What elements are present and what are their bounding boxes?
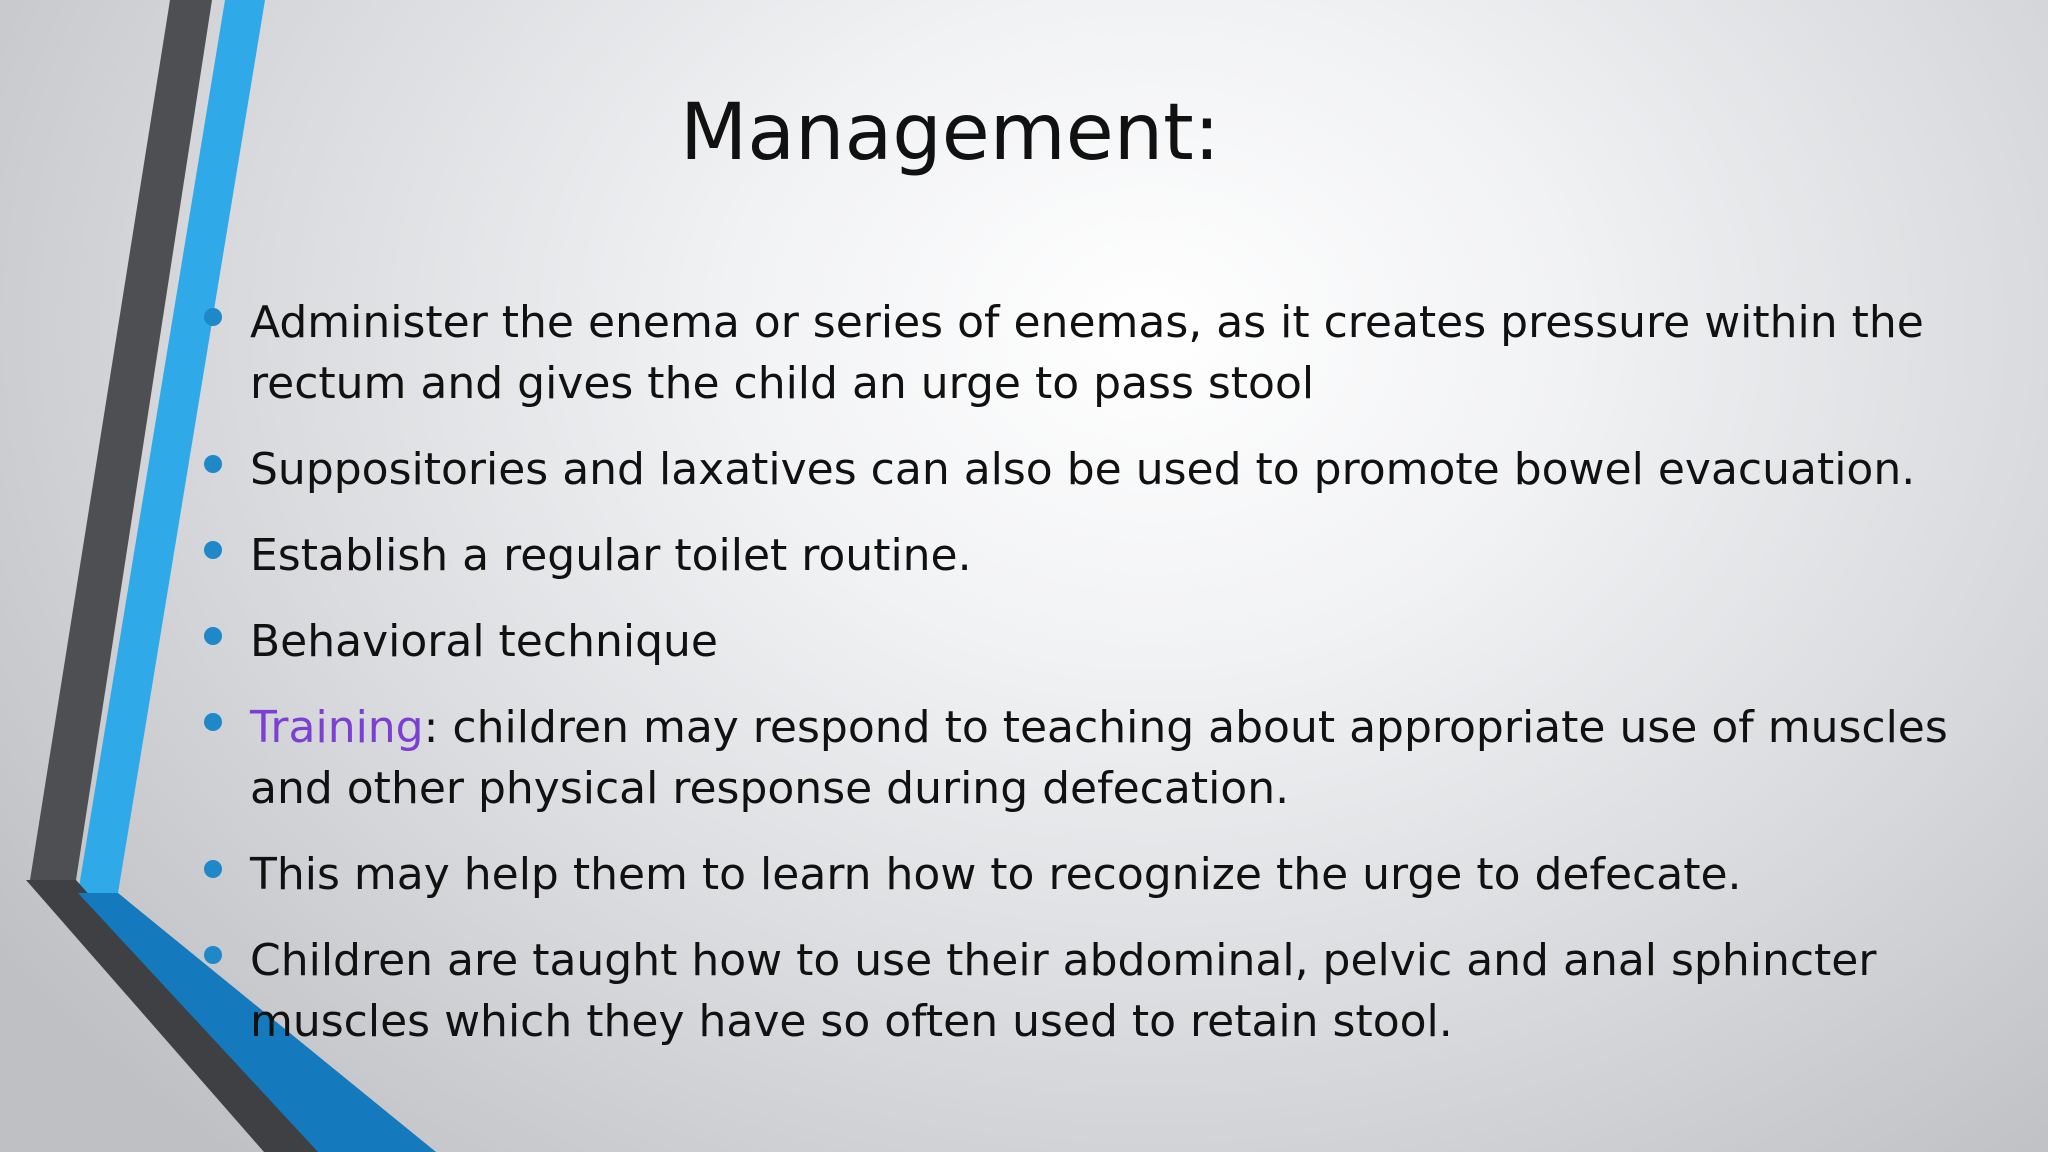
bullet-text: Suppositories and laxatives can also be used to promote bowel evacuation. bbox=[250, 444, 1916, 495]
bullet-dot-icon bbox=[204, 627, 222, 645]
bullet-item-recognize-urge bbox=[250, 844, 2010, 905]
bullet-item-toilet-routine bbox=[250, 525, 2010, 586]
bullet-dot-icon bbox=[204, 860, 222, 878]
bullet-dot-icon bbox=[204, 541, 222, 559]
bullet-item-behavioral bbox=[250, 611, 2010, 672]
bullet-dot-icon bbox=[204, 946, 222, 964]
bullet-highlight-training: Training bbox=[250, 702, 424, 753]
bullet-item-suppositories bbox=[250, 439, 2010, 500]
bullet-text: Behavioral technique bbox=[250, 616, 718, 667]
bullet-dot-icon bbox=[204, 455, 222, 473]
bullet-text: : children may respond to teaching about appropriate use of muscles and other physical response during defecation. bbox=[250, 702, 1948, 814]
bullet-text: Administer the enema or series of enemas, as it creates pressure within the rectum and gives the child an urge to pass stool bbox=[250, 297, 1924, 409]
bullet-text: Establish a regular toilet routine. bbox=[250, 530, 972, 581]
bullet-item-training bbox=[250, 697, 2010, 819]
page-title: Management: bbox=[679, 88, 1221, 178]
bullet-dot-icon bbox=[204, 713, 222, 731]
bullet-list bbox=[250, 292, 2010, 1077]
bullet-item-enema bbox=[250, 292, 2010, 414]
bullet-dot-icon bbox=[204, 308, 222, 326]
bullet-text: Children are taught how to use their abdominal, pelvic and anal sphincter muscles which they have so often used to retain stool. bbox=[250, 935, 1877, 1047]
bullet-item-muscles bbox=[250, 930, 2010, 1052]
bullet-text: This may help them to learn how to recognize the urge to defecate. bbox=[250, 849, 1742, 900]
